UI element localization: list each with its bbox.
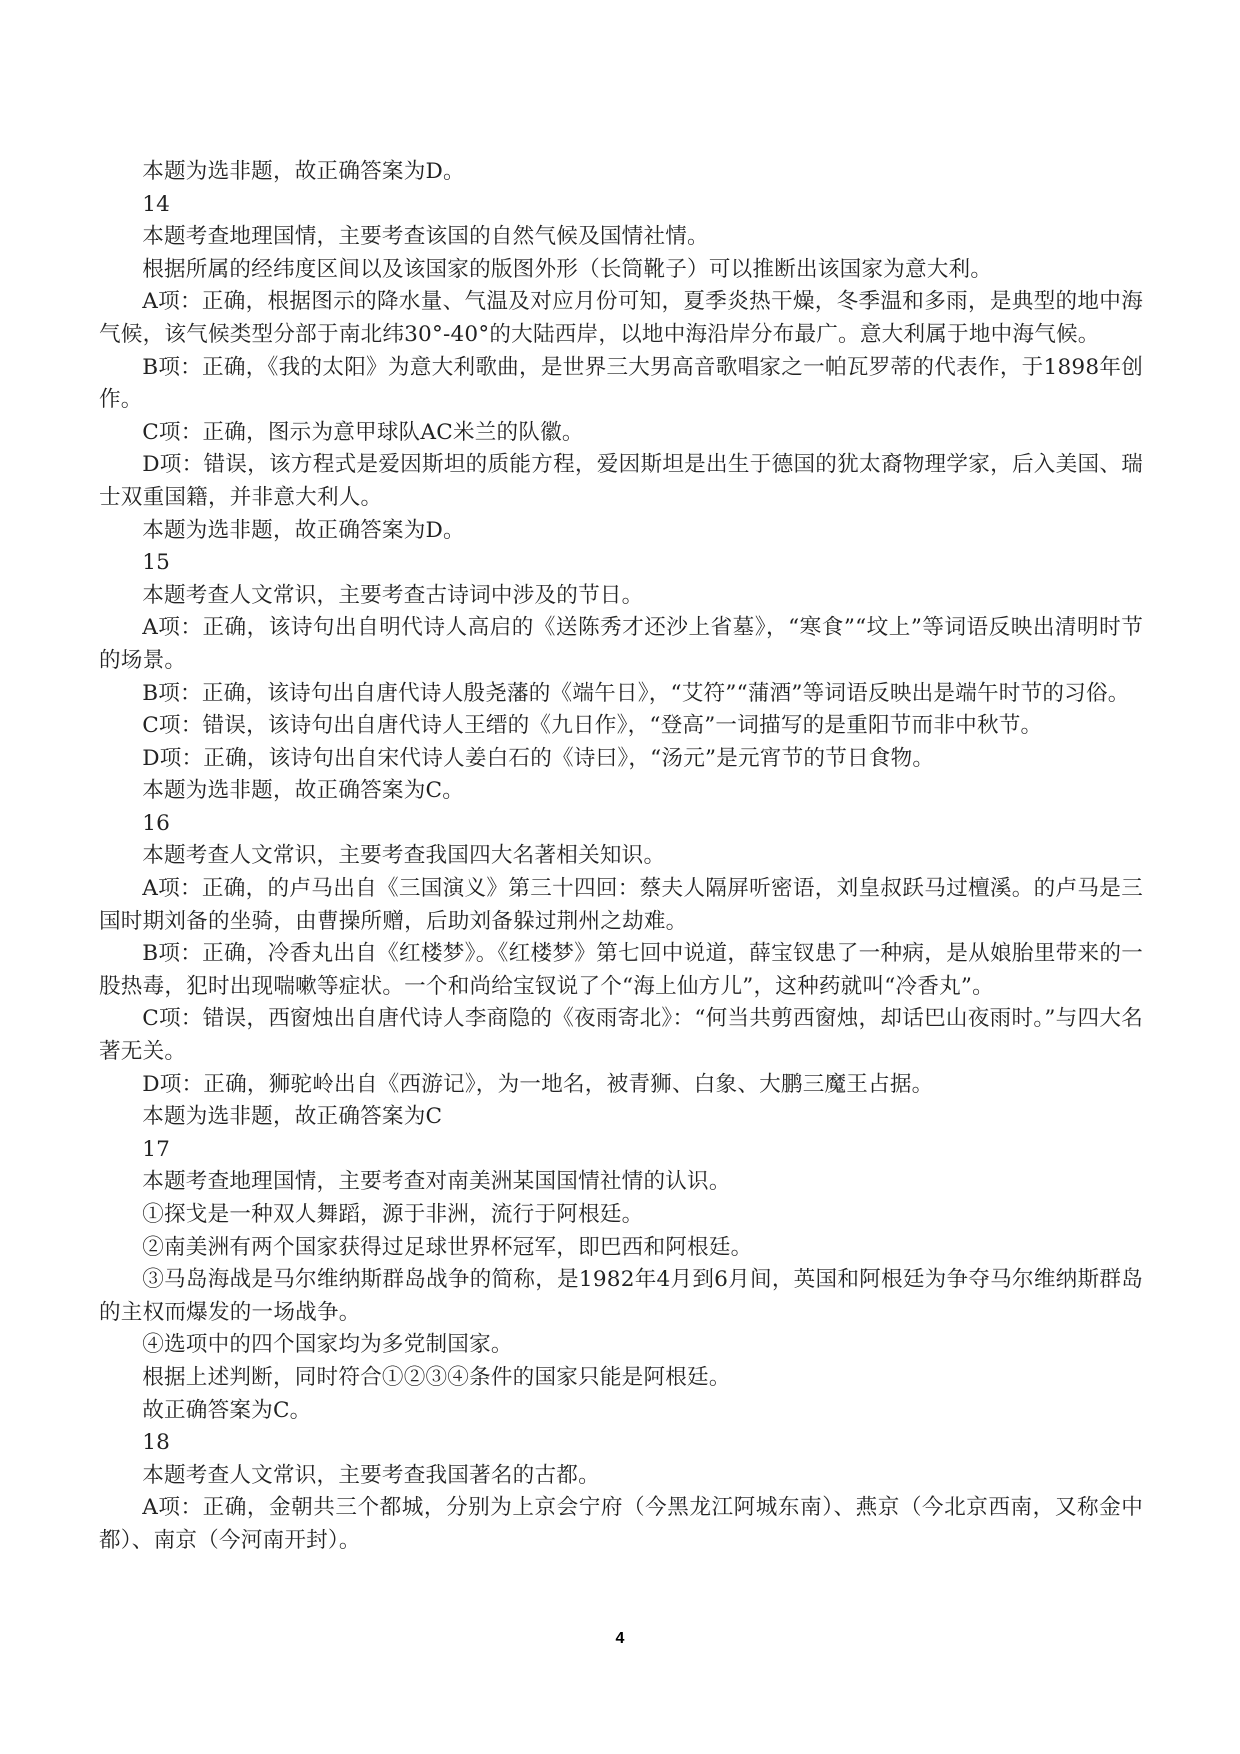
paragraph: 本题为选非题，故正确答案为C。 (142, 778, 465, 804)
paragraph: B项：正确，《我的太阳》为意大利歌曲，是世界三大男高音歌唱家之一帕瓦罗蒂的代表作，于1898年创作。 (99, 354, 1143, 413)
paragraph: D项：正确，该诗句出自宋代诗人姜白石的《诗曰》，“汤元”是元宵节的节日食物。 (142, 745, 935, 771)
paragraph: 本题为选非题，故正确答案为C (142, 1104, 443, 1130)
paragraph: 本题为选非题，故正确答案为D。 (142, 159, 465, 184)
paragraph: 本题考查人文常识，主要考查我国四大名著相关知识。 (142, 843, 666, 869)
paragraph: C项：错误，西窗烛出自唐代诗人李商隐的《夜雨寄北》：“何当共剪西窗烛，却话巴山夜雨时。”与四大名著无关。 (99, 1006, 1143, 1065)
question-number: 14 (142, 191, 171, 217)
paragraph: A项：正确，的卢马出自《三国演义》第三十四回：蔡夫人隔屏听密语，刘皇叔跃马过檀溪。的卢马是三国时期刘备的坐骑，由曹操所赠，后助刘备躲过荆州之劫难。 (99, 876, 1143, 934)
paragraph: A项：正确，该诗句出自明代诗人高启的《送陈秀才还沙上省墓》，“寒食”“坟上”等词语反映出清明时节的场景。 (99, 615, 1143, 673)
paragraph: 故正确答案为C。 (142, 1397, 312, 1423)
paragraph: ②南美洲有两个国家获得过足球世界杯冠军，即巴西和阿根廷。 (142, 1234, 753, 1260)
paragraph: A项：正确，根据图示的降水量、气温及对应月份可知，夏季炎热干燥，冬季温和多雨，是典型的地中海气候，该气候类型分部于南北纬30°-40°的大陆西岸，以地中海沿岸分布最广。意大利属于地中海气候。 (99, 289, 1143, 347)
paragraph: D项：正确，狮驼岭出自《西游记》，为一地名，被青狮、白象、大鹏三魔王占据。 (142, 1071, 934, 1097)
paragraph: ④选项中的四个国家均为多党制国家。 (142, 1332, 513, 1358)
paragraph: A项：正确，金朝共三个都城，分别为上京会宁府（今黑龙江阿城东南）、燕京（今北京西南，又称金中都）、南京（今河南开封）。 (99, 1495, 1143, 1553)
paragraph: 根据上述判断，同时符合①②③④条件的国家只能是阿根廷。 (142, 1364, 731, 1390)
paragraph: C项：正确，图示为意甲球队AC米兰的队徽。 (142, 419, 584, 445)
paragraph: 本题考查人文常识，主要考查我国著名的古都。 (142, 1462, 600, 1488)
paragraph: B项：正确，冷香丸出自《红楼梦》。《红楼梦》第七回中说道，薛宝钗患了一种病，是从娘胎里带来的一股热毒，犯时出现喘嗽等症状。一个和尚给宝钗说了个“海上仙方儿”，这种药就叫“冷香丸”。 (99, 941, 1143, 999)
question-number: 15 (142, 550, 171, 576)
question-number: 16 (142, 810, 171, 836)
document-body (99, 156, 1143, 1558)
question-number: 17 (142, 1136, 171, 1162)
page-number: 4 (615, 1630, 625, 1647)
paragraph: B项：正确，该诗句出自唐代诗人殷尧藩的《端午日》，“艾符”“蒲酒”等词语反映出是端午时节的习俗。 (142, 680, 1130, 706)
paragraph: ③马岛海战是马尔维纳斯群岛战争的简称，是1982年4月到6月间，英国和阿根廷为争夺马尔维纳斯群岛的主权而爆发的一场战争。 (99, 1267, 1143, 1325)
paragraph: 根据所属的经纬度区间以及该国家的版图外形（长筒靴子）可以推断出该国家为意大利。 (142, 256, 993, 282)
question-number: 18 (142, 1430, 171, 1456)
paragraph: D项：错误，该方程式是爱因斯坦的质能方程，爱因斯坦是出生于德国的犹太裔物理学家，后入美国、瑞士双重国籍，并非意大利人。 (99, 452, 1143, 510)
paragraph: ①探戈是一种双人舞蹈，源于非洲，流行于阿根廷。 (142, 1202, 644, 1227)
paragraph: 本题考查地理国情，主要考查该国的自然气候及国情社情。 (142, 224, 709, 250)
paragraph: 本题考查人文常识，主要考查古诗词中涉及的节日。 (142, 582, 644, 608)
paragraph: C项：错误，该诗句出自唐代诗人王缙的《九日作》，“登高”一词描写的是重阳节而非中秋节。 (142, 713, 1043, 739)
paragraph: 本题为选非题，故正确答案为D。 (142, 517, 465, 543)
paragraph: 本题考查地理国情，主要考查对南美洲某国国情社情的认识。 (142, 1169, 731, 1195)
